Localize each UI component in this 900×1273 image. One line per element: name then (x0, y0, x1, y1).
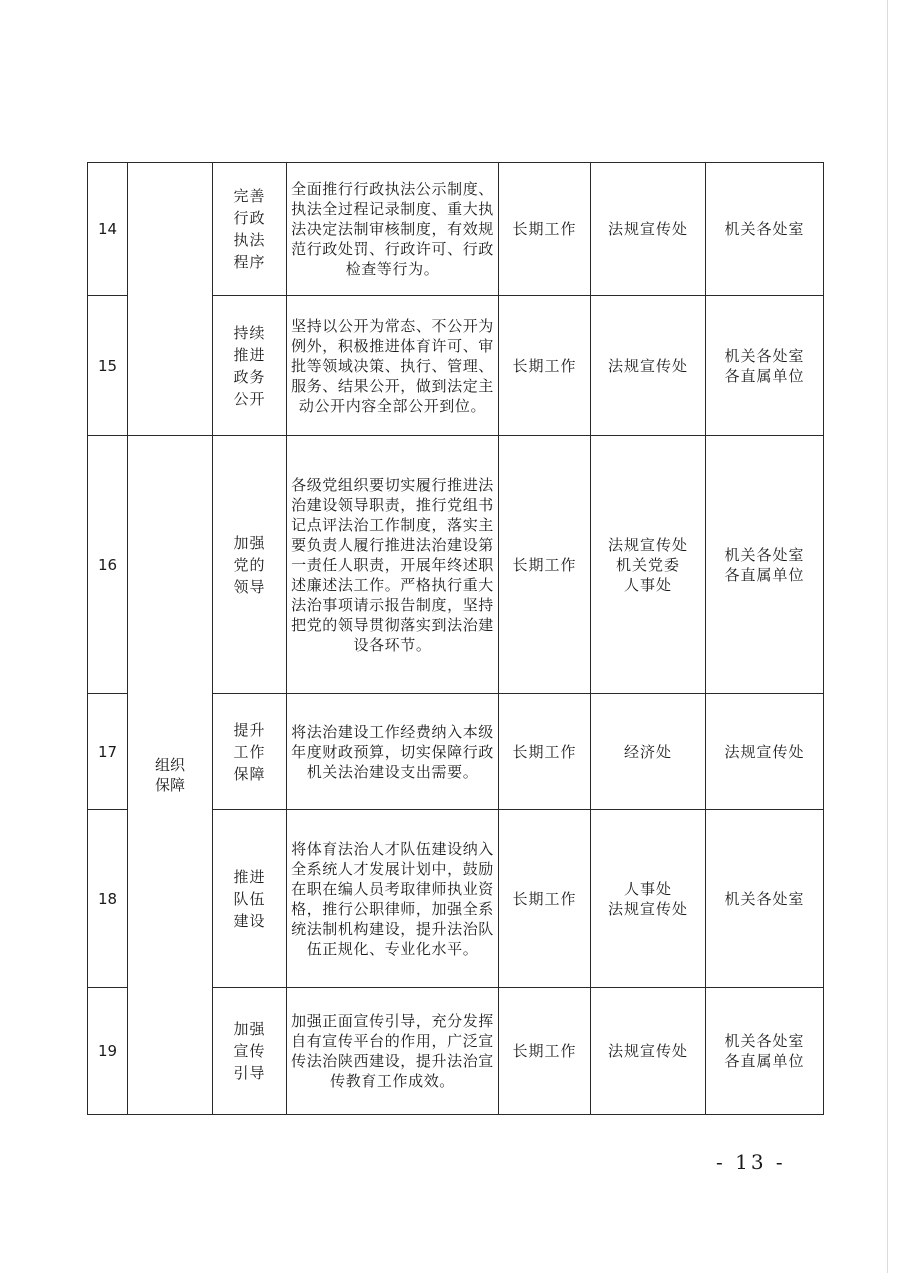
measure-line: 加强 (233, 533, 266, 552)
responsible-department-cell (706, 163, 824, 296)
timeline-cell: 长期工作 (499, 296, 591, 436)
responsible-department-cell (706, 988, 824, 1115)
row-number: 17 (88, 694, 128, 810)
measure-line: 工作 (233, 742, 266, 761)
measure-line: 行政 (233, 209, 266, 227)
lead-department-cell (591, 694, 706, 810)
lead-line: 经济处 (623, 742, 672, 761)
resp-line: 机关各处室 (724, 346, 805, 365)
measure-line: 队伍 (233, 889, 266, 908)
measure-line: 领导 (233, 577, 266, 596)
category-line: 组织 (154, 756, 185, 774)
resp-line: 各直属单位 (724, 565, 805, 584)
measure-cell (213, 810, 287, 988)
lead-department-cell (591, 436, 706, 694)
resp-line: 机关各处室 (724, 1032, 805, 1050)
measure-line: 政务 (233, 367, 266, 386)
resp-line: 机关各处室 (724, 220, 805, 238)
measure-cell (213, 163, 287, 296)
responsible-department-cell (706, 296, 824, 436)
responsible-department-cell (706, 810, 824, 988)
measure-line: 党的 (233, 555, 266, 574)
measure-line: 公开 (233, 389, 266, 408)
measure-line: 提升 (233, 720, 266, 739)
measure-line: 引导 (233, 1064, 266, 1082)
measure-line: 程序 (233, 253, 266, 271)
row-number: 15 (88, 296, 128, 436)
row-number: 14 (88, 163, 128, 296)
measure-line: 完善 (233, 187, 266, 205)
lead-line: 人事处 (623, 575, 672, 594)
responsible-department-cell (706, 436, 824, 694)
measure-line: 推进 (233, 345, 266, 364)
lead-department-cell (591, 163, 706, 296)
task-table (87, 162, 824, 1115)
resp-line: 机关各处室 (724, 889, 805, 908)
content-cell: 将体育法治人才队伍建设纳入全系统人才发展计划中，鼓励在职在编人员考取律师执业资格，推行公职律师，加强全系统法制机构建设，提升法治队伍正规化、专业化水平。 (287, 810, 499, 988)
row-number: 16 (88, 436, 128, 694)
responsible-department-cell (706, 694, 824, 810)
resp-line: 各直属单位 (724, 1052, 805, 1070)
measure-line: 执法 (233, 231, 266, 249)
measure-cell (213, 296, 287, 436)
category-cell (128, 436, 213, 1115)
row-number: 18 (88, 810, 128, 988)
table-row (88, 163, 824, 296)
measure-line: 加强 (233, 1020, 266, 1038)
page-edge (887, 0, 888, 1273)
page-number: - 13 - (716, 1150, 786, 1174)
lead-line: 机关党委 (615, 555, 680, 574)
resp-line: 法规宣传处 (724, 742, 805, 761)
measure-line: 持续 (233, 323, 266, 342)
content-cell: 坚持以公开为常态、不公开为例外，积极推进体育许可、审批等领域决策、执行、管理、服务、结果公开，做到法定主动公开内容全部公开到位。 (287, 296, 499, 436)
content-cell: 加强正面宣传引导，充分发挥自有宣传平台的作用，广泛宣传法治陕西建设，提升法治宣传教育工作成效。 (287, 988, 499, 1115)
measure-cell (213, 988, 287, 1115)
measure-cell (213, 694, 287, 810)
lead-line: 法规宣传处 (607, 220, 688, 238)
measure-line: 推进 (233, 867, 266, 886)
lead-line: 法规宣传处 (607, 899, 688, 918)
content-cell: 将法治建设工作经费纳入本级年度财政预算，切实保障行政机关法治建设支出需要。 (287, 694, 499, 810)
timeline-cell: 长期工作 (499, 810, 591, 988)
table-row (88, 436, 824, 694)
content-cell: 全面推行行政执法公示制度、执法全过程记录制度、重大执法决定法制审核制度，有效规范行政处罚、行政许可、行政检查等行为。 (287, 163, 499, 296)
measure-line: 建设 (233, 911, 266, 930)
lead-line: 法规宣传处 (607, 356, 688, 375)
measure-line: 宣传 (233, 1042, 266, 1060)
lead-line: 人事处 (623, 879, 672, 898)
measure-line: 保障 (233, 764, 266, 783)
category-line: 保障 (154, 776, 185, 794)
timeline-cell: 长期工作 (499, 436, 591, 694)
resp-line: 机关各处室 (724, 545, 805, 564)
lead-department-cell (591, 810, 706, 988)
measure-cell (213, 436, 287, 694)
lead-department-cell (591, 988, 706, 1115)
category-cell (128, 163, 213, 436)
row-number: 19 (88, 988, 128, 1115)
timeline-cell: 长期工作 (499, 694, 591, 810)
content-cell: 各级党组织要切实履行推进法治建设领导职责，推行党组书记点评法治工作制度，落实主要负责人履行推进法治建设第一责任人职责，开展年终述职述廉述法工作。严格执行重大法治事项请示报告制度，坚持把党的领导贯彻落实到法治建设各环节。 (287, 436, 499, 694)
timeline-cell: 长期工作 (499, 163, 591, 296)
timeline-cell: 长期工作 (499, 988, 591, 1115)
lead-line: 法规宣传处 (607, 535, 688, 554)
lead-line: 法规宣传处 (607, 1042, 688, 1060)
lead-department-cell (591, 296, 706, 436)
resp-line: 各直属单位 (724, 366, 805, 385)
